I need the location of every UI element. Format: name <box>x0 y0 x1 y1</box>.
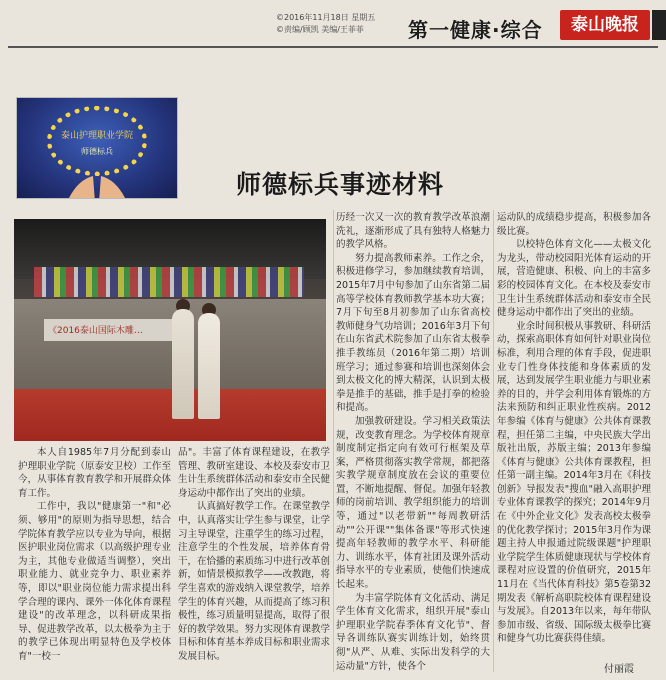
star-ring-decoration <box>47 106 147 176</box>
article-column-2 <box>178 446 330 676</box>
header-meta <box>276 12 404 36</box>
column-rule <box>333 210 334 672</box>
paragraph: 业余时间积极从事教研、科研活动，探索高职体育如何针对职业岗位标准，利用合理的体育手段，促进职业专门性身体技能和身体素质的发展，达到发展学生职业能力与职业素养的目的，并学会利用体育锻炼的方法来预防和纠正职业性疾病。2012年参编《体育与健康》公共体育课教程，担任第二主编，中央民族大学出版社出版，苏版主编；2013年参编《体育与健康》公共体育课教程，担任第一副主编。2014年3月在《科技创新》导报发表"搜血"融入高职护理专业体育课教学的探究；2014年9月在《中外企业文化》发表高校太极拳的优化教学探讨；2015年3月作为课题主持人申报通过院级课题"护理职业学院学生体质健康现状与学校体育课程对应设置的价值研究，2015年11月在《当代体育科技》第5卷第32期发表《解析高职院校体育课程建设与发展》。自2013年以来，每年带队参加市级、省级、国际级太极拳比赛和健身气功比赛获得佳绩。 <box>497 320 651 645</box>
person-figure <box>198 313 220 419</box>
photo-carpet <box>14 389 326 441</box>
article-column-3 <box>336 211 490 676</box>
paragraph: 工作中，我以"健康第一"和"必须、够用"的原则为指导思想，结合学院体育教学应以专业为导向，根据医护职业岗位需求（以高级护理专业为主，其他专业做适当调整），突出职业能力、就业竞争力、职业素养等，即以"职业岗位能力需求提出科学合理的课内、课外一体化体育课程建设"的改革理念，以科研成果指导、促进教学改革，以太极拳为主于的教学已体现出明显特色及学校体育"一校一 <box>18 501 171 662</box>
photo-banner-text: 《2016泰山国际木雕… <box>48 326 143 336</box>
issue-date: ©2016年11月18日 星期五 <box>276 13 376 22</box>
article-photo <box>14 219 326 441</box>
article-column-1 <box>18 446 171 676</box>
hands-icon <box>57 172 137 199</box>
newspaper-logo: 泰山晚报 <box>560 10 650 40</box>
card-award-name: 师德标兵 <box>81 147 113 156</box>
card-school-name: 泰山护理职业学院 <box>60 131 133 141</box>
editor-credits: ©责编/顾凯 美编/王菲菲 <box>276 25 364 34</box>
paragraph: 运动队的成绩稳步提高，积极参加各级比赛。 <box>497 212 651 237</box>
person-figure <box>172 309 194 419</box>
paragraph: 本人自1985年7月分配到泰山护理职业学院（原泰安卫校）工作至今，从事体育教育教学和开展群众体育工作。 <box>18 447 171 499</box>
photo-flags <box>34 267 304 297</box>
article-title: 师德标兵事迹材料 <box>235 170 444 199</box>
section-title: 第一健康·综合 <box>408 18 543 42</box>
article-author: 付丽霞 <box>604 664 634 675</box>
paragraph: 品"。丰富了体育课程建设，在教学管理、教研室建设、本校及泰安市卫生计生系统群体活动和泰安市全民健身运动中都作出了突出的业绩。 <box>178 447 330 499</box>
award-card-image <box>16 97 178 199</box>
header-rule <box>8 46 658 48</box>
header-edge-block <box>652 10 666 40</box>
paragraph: 加强教研建设。学习相关政策法规，改变教育理念。为学校体育规章制度制定指定向有效可行框架及草案，严格贯彻落实教学常规，都把落实教学规章制度放在会议的重要位置，不断地提醒、督促。加强年轻教师的岗前培训、教学组织能力的培训等，通过"以老带新""每周教研活动""公开课""集体备课"等形式快速提高年轻教师的教学水平、科研能力、训练水平，体育社团及课外活动指导水平的专业素质，使他们快速成长起来。 <box>336 415 490 591</box>
paragraph: 努力提高教师素养。工作之余，积极进修学习，参加继续教育培训，2015年7月中旬参加了山东省第二届高等学校体育教师教学基本功大赛；7月下旬至8月初参加了山东省高校教师健身气功培训；2016年3月下旬在山东省武术院参加了山东省太极拳推手教练员（2016年第二期）培训班学习；通过参赛和培训也深刻体会到太极文化的博大精深，认识到太极拳是推手的基础，推手是打拳的检验和提高。 <box>336 252 490 414</box>
column-rule <box>493 210 494 672</box>
paragraph: 以校特色体育文化——太极文化为龙头，带动校园阳光体育运动的开展，营造健康、积极、向上的丰富多彩的校园体育文化。在本校及泰安市卫生计生系统群体活动和泰安市全民健身运动中都作出了突出的业绩。 <box>497 239 651 319</box>
paragraph: 历经一次又一次的教育教学改革浪潮洗礼，逐渐形成了具有独特人格魅力的教学风格。 <box>336 212 490 251</box>
paragraph: 为丰富学院体育文化活动、满足学生体育文化需求，组织开展"泰山护理职业学院春季体育文化节"、督导各训练队赛实训练计划，始终贯彻"从严、从难、实际出发科学的大运动量"方针，使各个 <box>336 592 490 672</box>
photo-wall <box>14 299 326 389</box>
article-column-4 <box>497 211 651 656</box>
paragraph: 认真搞好教学工作。在课堂教学中，认真落实让学生参与课堂，让学习主导课堂，注重学生的练习过程，注意学生的个性发展，培养体育骨干，在恰播的素质练习中进行改革创新，如情景模拟教学——改教跑，将学生喜欢的游戏纳入课堂教学，培养学生的体育兴趣，从而提高了练习积极性，练习质量明显提高，取得了很好的教学效果。努力实现体育课教学目标和体育基本养成目标和职业需求发展目标。 <box>178 501 330 662</box>
